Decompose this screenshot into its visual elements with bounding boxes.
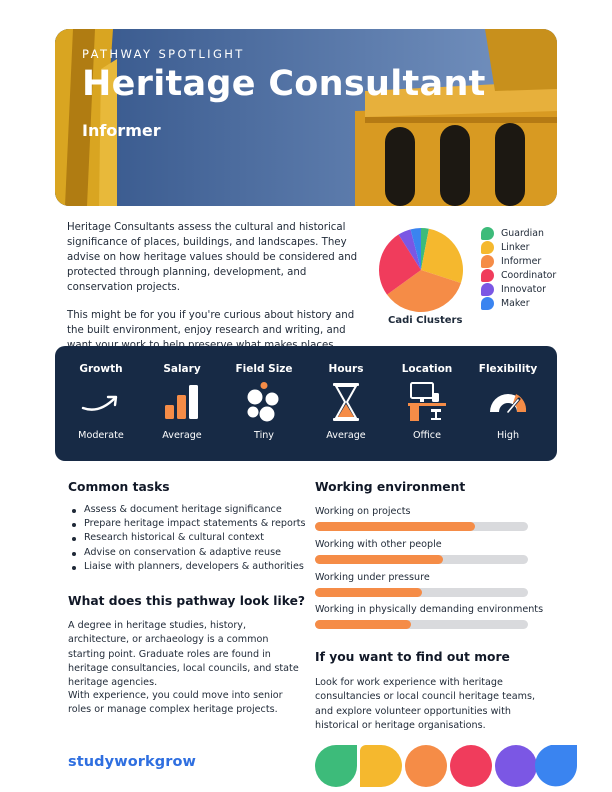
eyebrow-text: PATHWAY SPOTLIGHT [82, 47, 245, 61]
level-bar-fill [315, 522, 475, 531]
legend-label: Coordinator [501, 269, 557, 281]
coordinator-blob [450, 745, 492, 787]
cluster-subtitle: Informer [82, 121, 161, 140]
trend-arrow-icon [81, 382, 121, 422]
pathway-paragraph-1: A degree in heritage studies, history, architecture, or archaeology is a common starting point. Graduate roles are found in heritage consultancies, local councils, and state heritage agencies. [68, 620, 299, 689]
list-item: Liaise with planners, developers & authorities [72, 561, 312, 575]
list-item: Prepare heritage impact statements & reports [72, 518, 312, 532]
level-bar-track [315, 555, 528, 564]
pie-legend [481, 226, 556, 310]
legend-swatch [481, 241, 494, 254]
stat-value: Tiny [254, 430, 274, 441]
level-bar-fill [315, 588, 422, 597]
legend-item-linker [481, 240, 556, 254]
stat-value: Moderate [78, 430, 124, 441]
common-tasks-list [72, 504, 312, 575]
environment-item [315, 604, 544, 629]
stat-field-size [222, 346, 306, 461]
stat-hours [304, 346, 388, 461]
legend-item-informer [481, 254, 556, 268]
legend-item-maker [481, 296, 556, 310]
common-tasks-heading: Common tasks [68, 480, 170, 494]
legend-item-guardian [481, 226, 556, 240]
stat-value: High [496, 430, 520, 441]
informer-blob [405, 745, 447, 787]
hourglass-icon [326, 382, 366, 422]
stat-flexibility [466, 346, 550, 461]
bubbles-icon [244, 382, 284, 422]
legend-swatch [481, 297, 494, 310]
stat-value: Office [412, 430, 441, 441]
stat-location [385, 346, 469, 461]
legend-swatch [481, 227, 494, 240]
level-bar-track [315, 588, 528, 597]
stat-label: Location [401, 363, 453, 375]
legend-label: Informer [501, 255, 542, 267]
pathway-paragraph-2: With experience, you could move into senior roles or manage complex heritage projects. [68, 690, 283, 716]
legend-label: Guardian [501, 227, 544, 239]
stat-value: Average [326, 430, 366, 441]
stat-label: Growth [79, 363, 123, 375]
gauge-icon [488, 382, 528, 422]
environment-item [315, 572, 529, 597]
pathway-heading: What does this pathway look like? [68, 594, 306, 608]
environment-label: Working in physically demanding environments [315, 604, 544, 615]
environment-label: Working with other people [315, 539, 442, 550]
level-bar-track [315, 522, 528, 531]
environment-label: Working under pressure [315, 572, 430, 583]
intro-paragraph-2: This might be for you if you're curious about history and the built environment, enjoy research and writing, and [67, 310, 355, 336]
environment-item [315, 539, 529, 564]
linker-blob [360, 745, 402, 787]
guardian-blob [315, 745, 357, 787]
intro-paragraph-1: Heritage Consultants assess the cultural and historical significance of places, buildings, and landscapes. They advise on how heritage values should be considered and protected through planning, development, and conservation projects. [67, 222, 358, 293]
stat-growth [59, 346, 143, 461]
legend-swatch [481, 255, 494, 268]
brand-logo[interactable]: studyworkgrow [68, 754, 197, 770]
page-title: Heritage Consultant [82, 64, 486, 104]
working-environment-heading: Working environment [315, 480, 466, 494]
bar-level-icon [162, 382, 202, 422]
level-bar-track [315, 620, 528, 629]
innovator-blob [495, 745, 537, 787]
desk-computer-icon [407, 382, 447, 422]
find-out-more-heading: If you want to find out more [315, 650, 510, 664]
environment-item [315, 506, 529, 531]
legend-swatch [481, 269, 494, 282]
list-item: Advise on conservation & adaptive reuse [72, 547, 312, 561]
legend-swatch [481, 283, 494, 296]
environment-label: Working on projects [315, 506, 411, 517]
legend-label: Linker [501, 241, 530, 253]
stats-panel [55, 346, 557, 461]
stat-label: Salary [163, 363, 201, 375]
stat-value: Average [162, 430, 202, 441]
level-bar-fill [315, 555, 443, 564]
stat-label: Flexibility [478, 363, 538, 375]
list-item: Research historical & cultural context [72, 532, 312, 546]
pie-chart-title: Cadi Clusters [388, 315, 463, 326]
legend-item-innovator [481, 282, 556, 296]
cluster-blobs-decoration [315, 745, 577, 787]
legend-label: Maker [501, 297, 530, 309]
list-item: Assess & document heritage significance [72, 504, 312, 518]
stat-salary [140, 346, 224, 461]
stat-label: Field Size [235, 363, 293, 375]
maker-blob [535, 745, 577, 786]
stat-label: Hours [328, 363, 364, 375]
legend-label: Innovator [501, 283, 546, 295]
cadi-clusters-pie [377, 226, 465, 314]
level-bar-fill [315, 620, 411, 629]
find-out-more-text: Look for work experience with heritage consultancies or local council heritage teams, and explore volunteer opportunities with historical or heritage organisations. [315, 677, 536, 731]
legend-item-coordinator [481, 268, 556, 282]
